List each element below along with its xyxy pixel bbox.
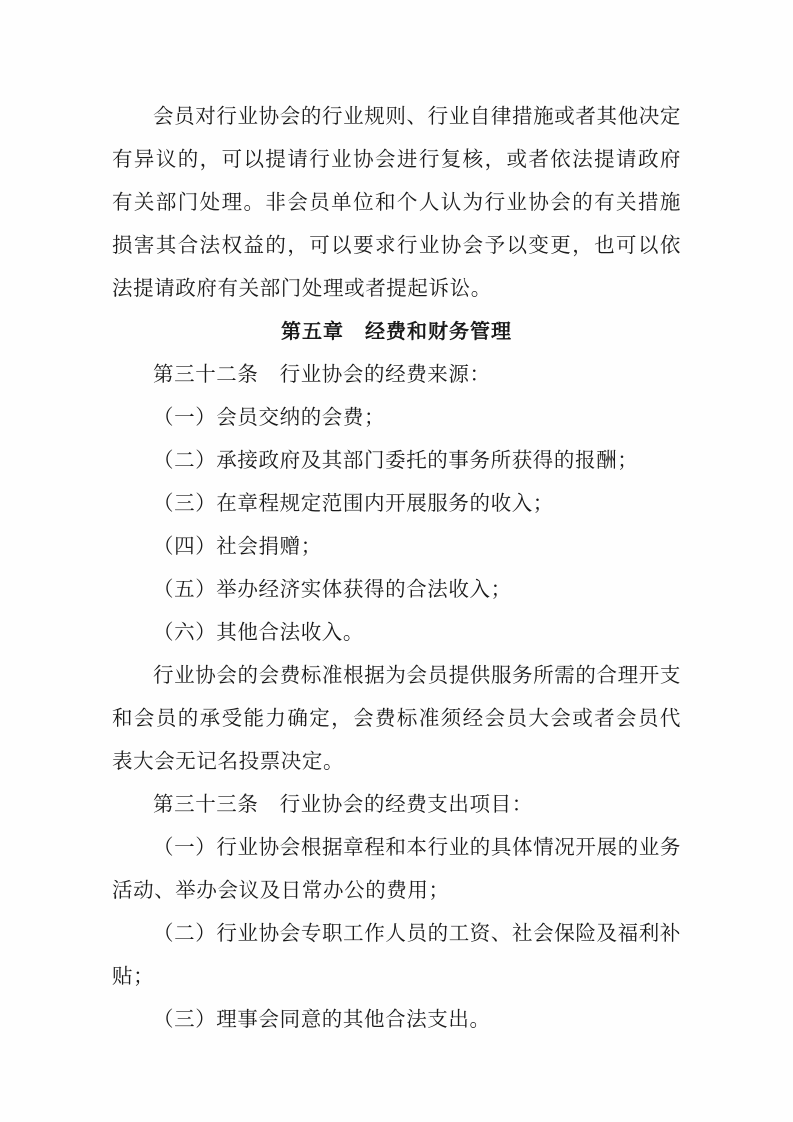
article-32-item-3: （三）在章程规定范围内开展服务的收入；: [153, 491, 554, 515]
article-32-lead: 第三十二条 行业协会的经费来源：: [153, 362, 491, 386]
paragraph-fee-standard: 行业协会的会费标准根据为会员提供服务所需的合理开支和会员的承受能力确定，会费标准须经会员大会或者会员代表大会无记名投票决定。: [112, 663, 681, 773]
article-32-item-6: （六）其他合法收入。: [153, 620, 364, 644]
chapter-heading: 第五章 经费和财务管理: [281, 319, 512, 343]
article-33-item-1: （一）行业协会根据章程和本行业的具体情况开展的业务活动、举办会议及日常办公的费用；: [112, 835, 681, 902]
article-33-item-2: （二）行业协会专职工作人员的工资、社会保险及福利补贴；: [112, 921, 681, 988]
article-32-item-4: （四）社会捐赠；: [153, 534, 322, 558]
article-33-lead: 第三十三条 行业协会的经费支出项目：: [153, 792, 533, 816]
article-32-item-2: （二）承接政府及其部门委托的事务所获得的报酬；: [153, 448, 639, 472]
article-32-item-5: （五）举办经济实体获得的合法收入；: [153, 577, 512, 601]
document-body: [112, 95, 681, 1041]
paragraph-member-objection: 会员对行业协会的行业规则、行业自律措施或者其他决定有异议的，可以提请行业协会进行复核，或者依法提请政府有关部门处理。非会员单位和个人认为行业协会的有关措施损害其合法权益的，可以要求行业协会予以变更，也可以依法提请政府有关部门处理或者提起诉讼。: [112, 104, 681, 300]
article-32-item-1: （一）会员交纳的会费；: [153, 405, 386, 429]
article-33-item-3: （三）理事会同意的其他合法支出。: [153, 1007, 491, 1031]
